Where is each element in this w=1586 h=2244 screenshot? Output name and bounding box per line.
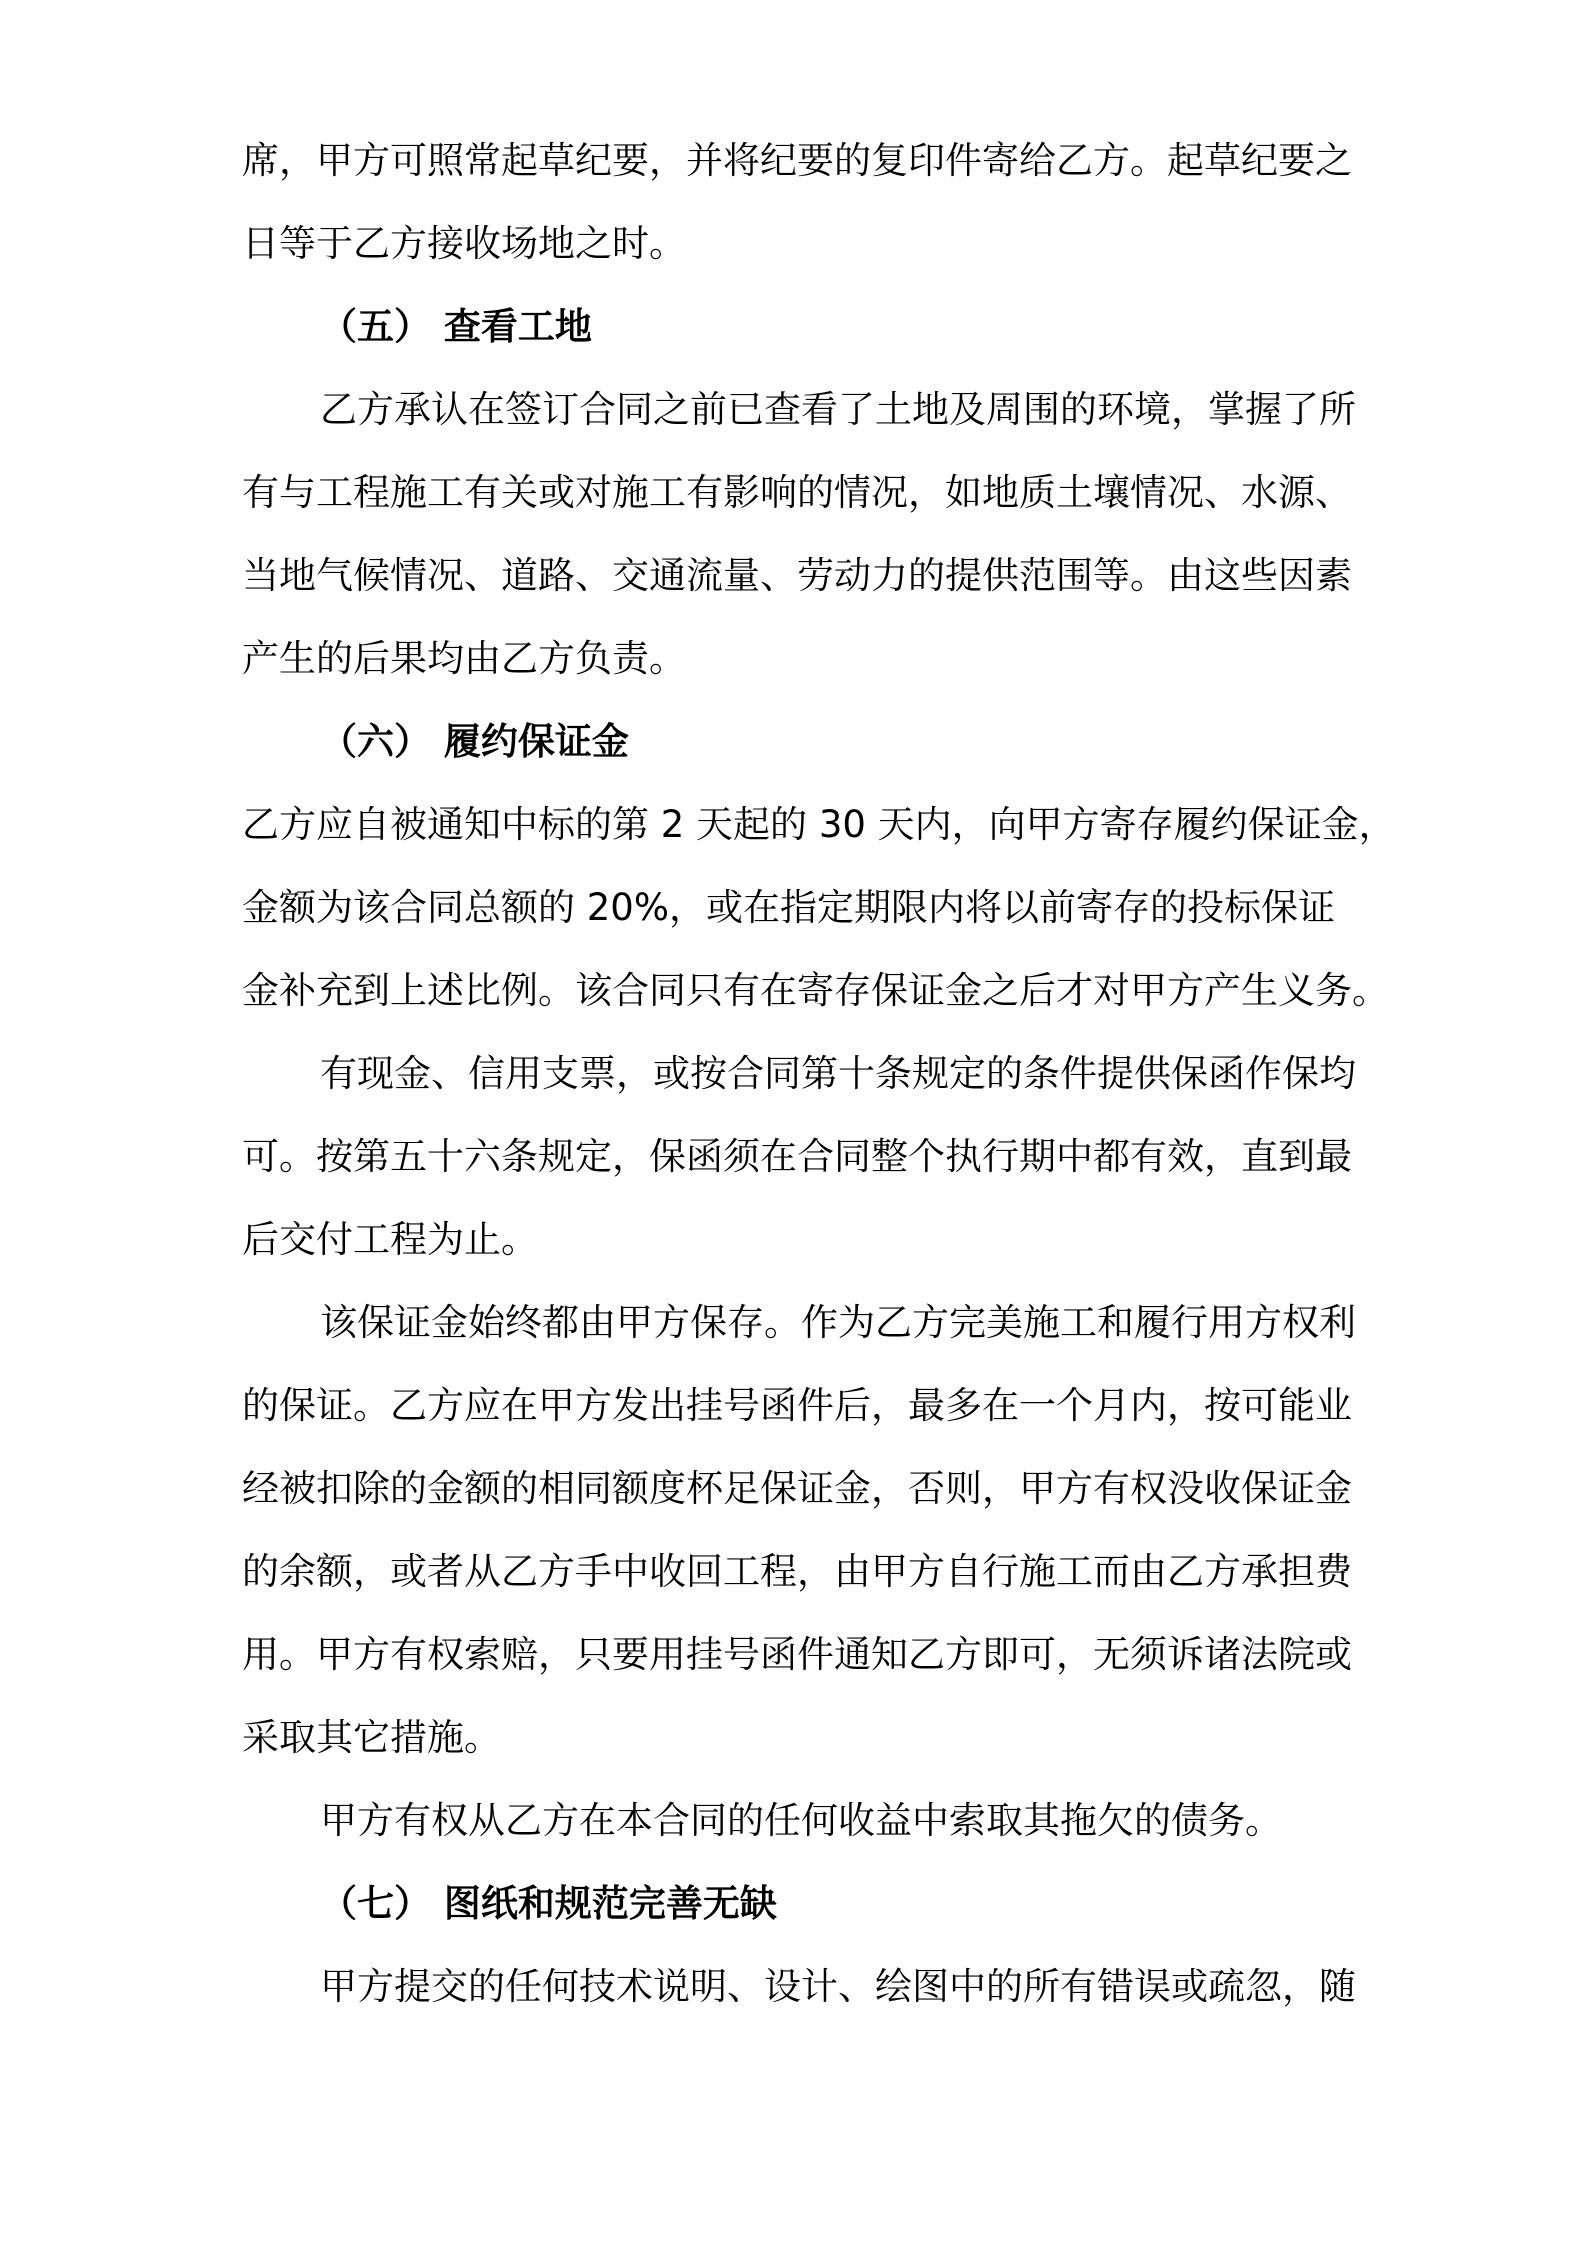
text-line: 日等于乙方接收场地之时。 <box>242 222 686 265</box>
text-line: 经被扣除的金额的相同额度杯足保证金，否则，甲方有权没收保证金 <box>242 1467 1352 1510</box>
text-line: 的保证。乙方应在甲方发出挂号函件后，最多在一个月内，按可能业 <box>242 1384 1352 1427</box>
text-line: 产生的后果均由乙方负责。 <box>242 637 686 680</box>
text-line: 有现金、信用支票，或按合同第十条规定的条件提供保函作保均 <box>320 1052 1356 1095</box>
text-line: 采取其它措施。 <box>242 1716 501 1759</box>
section-heading: （六） 履约保证金 <box>320 720 629 763</box>
text-line: 乙方应自被通知中标的第 2 天起的 30 天内，向甲方寄存履约保证金， <box>242 803 1396 846</box>
text-line: 后交付工程为止。 <box>242 1218 538 1261</box>
document-body <box>242 119 1396 2028</box>
text-line: 可。按第五十六条规定，保函须在合同整个执行期中都有效，直到最 <box>242 1135 1352 1178</box>
section-heading: （五） 查看工地 <box>320 305 592 348</box>
text-line: 甲方提交的任何技术说明、设计、绘图中的所有错误或疏忽，随 <box>320 1965 1356 2008</box>
text-line: 金额为该合同总额的 20%，或在指定期限内将以前寄存的投标保证 <box>242 886 1335 929</box>
text-line: 有与工程施工有关或对施工有影响的情况，如地质土壤情况、水源、 <box>242 471 1352 514</box>
text-line: 席，甲方可照常起草纪要，并将纪要的复印件寄给乙方。起草纪要之 <box>242 139 1352 182</box>
text-line: 当地气候情况、道路、交通流量、劳动力的提供范围等。由这些因素 <box>242 554 1352 597</box>
text-line: 用。甲方有权索赔，只要用挂号函件通知乙方即可，无须诉诸法院或 <box>242 1633 1352 1676</box>
section-heading: （七） 图纸和规范完善无缺 <box>320 1882 777 1925</box>
text-line: 金补充到上述比例。该合同只有在寄存保证金之后才对甲方产生义务。 <box>242 969 1389 1012</box>
text-line: 的余额，或者从乙方手中收回工程，由甲方自行施工而由乙方承担费 <box>242 1550 1352 1593</box>
text-line: 乙方承认在签订合同之前已查看了土地及周围的环境，掌握了所 <box>320 388 1356 431</box>
text-line: 甲方有权从乙方在本合同的任何收益中索取其拖欠的债务。 <box>320 1799 1282 1842</box>
text-line: 该保证金始终都由甲方保存。作为乙方完美施工和履行用方权利 <box>320 1301 1356 1344</box>
